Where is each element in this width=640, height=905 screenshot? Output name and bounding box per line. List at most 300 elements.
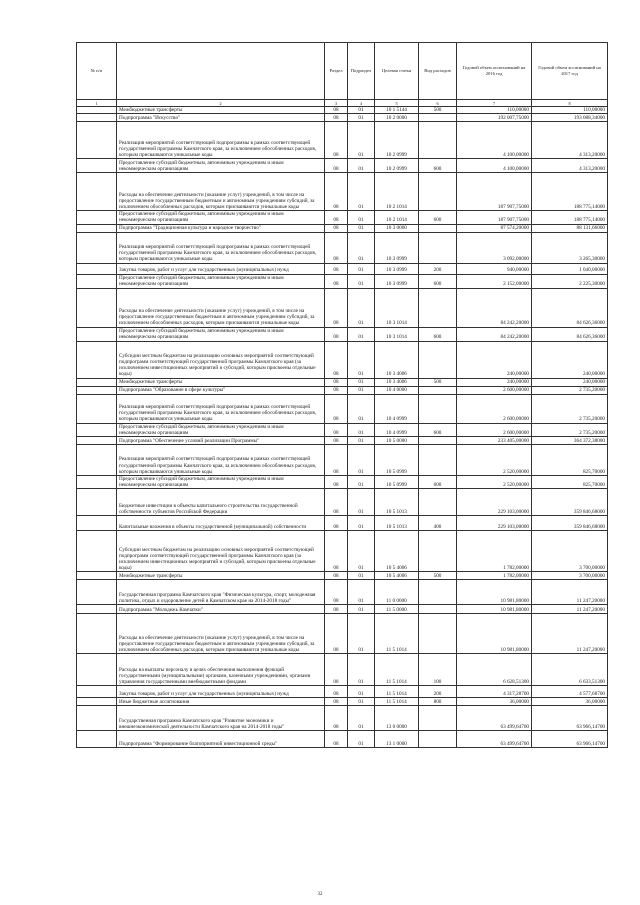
cell-podrazdel: 01 [348, 114, 375, 122]
cell-statya: 10 3 0999 [375, 263, 419, 274]
cell-statya: 11 5 0000 [375, 605, 419, 614]
cell-2017: 3 700,00000 [532, 531, 608, 572]
cell-podrazdel: 01 [348, 605, 375, 614]
index-cell: 6 [419, 100, 457, 107]
cell-razdel: 08 [325, 437, 348, 445]
cell-razdel: 08 [325, 173, 348, 211]
index-cell: 2 [117, 100, 325, 107]
cell-podrazdel: 01 [348, 378, 375, 386]
cell-2016: 3 092,00000 [457, 232, 532, 263]
cell-num [77, 288, 117, 327]
cell-vid: 600 [419, 159, 457, 173]
cell-num [77, 654, 117, 686]
cell-vid [419, 445, 457, 476]
table-row [77, 173, 608, 211]
cell-2017: 240,00000 [532, 341, 608, 378]
cell-vid: 600 [419, 327, 457, 341]
cell-name: Подпрограмма "Образование в сфере культуры" [117, 386, 325, 394]
table-row [77, 114, 608, 122]
cell-name: Иные бюджетные ассигнования [117, 698, 325, 706]
header-name [117, 43, 325, 100]
cell-vid [419, 122, 457, 159]
index-cell: 8 [532, 100, 608, 107]
cell-vid [419, 173, 457, 211]
header-statya: Целевая статья [375, 43, 419, 100]
table-row [77, 605, 608, 614]
cell-num [77, 386, 117, 394]
cell-vid: 400 [419, 516, 457, 531]
cell-2016: 6 628,51300 [457, 654, 532, 686]
cell-name: Предоставление субсидий бюджетным, автономным учреждениям и иным некоммерческим организациям [117, 327, 325, 341]
cell-vid [419, 614, 457, 654]
cell-2017: 188 775,14000 [532, 211, 608, 224]
cell-num [77, 531, 117, 572]
cell-statya: 10 4 0000 [375, 386, 419, 394]
cell-statya: 10 3 4006 [375, 378, 419, 386]
cell-2016: 4 317,28700 [457, 686, 532, 698]
cell-2017: 11 247,20000 [532, 605, 608, 614]
cell-statya: 13 0 0000 [375, 706, 419, 731]
table-row [77, 288, 608, 327]
cell-razdel: 08 [325, 516, 348, 531]
cell-num [77, 706, 117, 731]
cell-num [77, 122, 117, 159]
cell-name: Реализация мероприятий соответствующей подпрограммы в рамках соответствующей государственной программы Камчатского края, за исключением обособленных расходов, которым присваиваются уникальные коды [117, 445, 325, 476]
cell-num [77, 274, 117, 288]
cell-statya: 10 5 0999 [375, 445, 419, 476]
table-row [77, 686, 608, 698]
cell-vid: 600 [419, 476, 457, 489]
cell-vid: 600 [419, 211, 457, 224]
cell-name: Государственная программа Камчатского края "Физическая культура, спорт, молодежная политика, отдых и оздоровление детей в Камчатском крае на 2014-2018 годы" [117, 580, 325, 605]
cell-vid [419, 394, 457, 423]
table-row [77, 263, 608, 274]
cell-name: Расходы на обеспечение деятельности (оказание услуг) учреждений, в том числе на предоставление государственным бюджетным и автономным учреждениям субсидий, за исключением обособленных расходов, которым присваиваются уникальные коды [117, 614, 325, 654]
cell-2017: 825,70000 [532, 476, 608, 489]
cell-name: Подпрограмма "Формирование благоприятной инвестиционной среды" [117, 731, 325, 748]
table-row [77, 489, 608, 516]
header-num: № п/п [77, 43, 117, 100]
table-row [77, 614, 608, 654]
table-row [77, 706, 608, 731]
cell-statya: 10 5 4006 [375, 572, 419, 580]
cell-2017: 84 626,36000 [532, 327, 608, 341]
table-row [77, 232, 608, 263]
cell-statya: 11 5 1014 [375, 614, 419, 654]
cell-podrazdel: 01 [348, 107, 375, 114]
cell-2017: 11 247,20000 [532, 580, 608, 605]
cell-razdel: 08 [325, 489, 348, 516]
cell-vid [419, 706, 457, 731]
cell-num [77, 476, 117, 489]
budget-table [76, 42, 608, 748]
cell-vid: 800 [419, 698, 457, 706]
cell-vid [419, 489, 457, 516]
cell-statya: 11 0 0000 [375, 580, 419, 605]
cell-podrazdel: 01 [348, 159, 375, 173]
cell-statya: 10 4 0999 [375, 394, 419, 423]
cell-2017: 2 735,20000 [532, 423, 608, 436]
cell-name: Капитальные вложения в объекты государственной (муниципальной) собственности [117, 516, 325, 531]
cell-podrazdel: 01 [348, 341, 375, 378]
table-row [77, 572, 608, 580]
cell-2016: 2 520,00000 [457, 476, 532, 489]
cell-name: Закупка товаров, работ и услуг для государственных (муниципальных) нужд [117, 263, 325, 274]
cell-statya: 10 2 0999 [375, 122, 419, 159]
cell-2017: 3 265,30000 [532, 232, 608, 263]
cell-vid: 200 [419, 686, 457, 698]
cell-num [77, 605, 117, 614]
cell-num [77, 232, 117, 263]
cell-vid [419, 114, 457, 122]
cell-vid [419, 437, 457, 445]
cell-2017: 2 225,30000 [532, 274, 608, 288]
cell-statya: 11 5 1014 [375, 686, 419, 698]
cell-podrazdel: 01 [348, 654, 375, 686]
cell-2017: 4 313,20000 [532, 122, 608, 159]
cell-razdel: 08 [325, 263, 348, 274]
cell-num [77, 614, 117, 654]
cell-2017: 63 966,14700 [532, 731, 608, 748]
cell-statya: 10 5 4006 [375, 531, 419, 572]
cell-podrazdel: 01 [348, 614, 375, 654]
table-row [77, 122, 608, 159]
cell-num [77, 698, 117, 706]
cell-num [77, 731, 117, 748]
cell-podrazdel: 01 [348, 274, 375, 288]
cell-2016: 940,00000 [457, 263, 532, 274]
index-row [77, 100, 608, 107]
cell-name: Предоставление субсидий бюджетным, автономным учреждениям и иным некоммерческим организациям [117, 211, 325, 224]
cell-num [77, 263, 117, 274]
cell-name: Субсидии местным бюджетам на реализацию основных мероприятий соответствующей подпрограмм соответствующей государственной программы Камчатского края (за исключением инвестиционных мероприятий и субсидий, которым присвоены отдельные коды) [117, 531, 325, 572]
table-row [77, 580, 608, 605]
cell-statya: 10 5 1013 [375, 516, 419, 531]
cell-num [77, 107, 117, 114]
table-row [77, 341, 608, 378]
cell-podrazdel: 01 [348, 489, 375, 516]
cell-2016: 187 907,75000 [457, 173, 532, 211]
cell-name: Расходы на обеспечение деятельности (оказание услуг) учреждений, в том числе на предоставление государственным бюджетным и автономным учреждениям субсидий, за исключением обособленных расходов, которым присваиваются уникальные коды [117, 288, 325, 327]
cell-2017: 6 633,51300 [532, 654, 608, 686]
table-row [77, 445, 608, 476]
cell-razdel: 08 [325, 386, 348, 394]
cell-2017: 359 846,68000 [532, 489, 608, 516]
cell-podrazdel: 01 [348, 122, 375, 159]
cell-2017: 4 313,20000 [532, 159, 608, 173]
cell-podrazdel: 01 [348, 173, 375, 211]
cell-2016: 2 600,00000 [457, 394, 532, 423]
cell-num [77, 516, 117, 531]
index-cell: 1 [77, 100, 117, 107]
cell-num [77, 437, 117, 445]
cell-2017: 359 846,68000 [532, 516, 608, 531]
cell-2017: 36,00000 [532, 698, 608, 706]
cell-2016: 233 405,00000 [457, 437, 532, 445]
cell-podrazdel: 01 [348, 580, 375, 605]
cell-statya: 13 1 0000 [375, 731, 419, 748]
cell-statya: 10 2 0999 [375, 159, 419, 173]
cell-2016: 2 600,00000 [457, 423, 532, 436]
cell-vid: 500 [419, 107, 457, 114]
cell-2016: 240,00000 [457, 341, 532, 378]
table-row [77, 386, 608, 394]
cell-statya: 10 2 0000 [375, 114, 419, 122]
cell-statya: 10 1 5144 [375, 107, 419, 114]
cell-2017: 1 040,00000 [532, 263, 608, 274]
cell-2017: 825,70000 [532, 445, 608, 476]
cell-2016: 36,00000 [457, 698, 532, 706]
cell-num [77, 327, 117, 341]
cell-name: Субсидии местным бюджетам на реализацию основных мероприятий соответствующей подпрограмм соответствующей государственной программы Камчатского края (за исключением инвестиционных мероприятий и субсидий, которым присвоены отдельные коды) [117, 341, 325, 378]
cell-razdel: 08 [325, 288, 348, 327]
cell-2016: 229 103,00000 [457, 489, 532, 516]
cell-razdel: 08 [325, 614, 348, 654]
cell-podrazdel: 01 [348, 423, 375, 436]
cell-podrazdel: 01 [348, 686, 375, 698]
cell-2016: 10 981,80000 [457, 614, 532, 654]
cell-name: Подпрограмма "Искусство" [117, 114, 325, 122]
header-podrazdel: Подраздел [348, 43, 375, 100]
cell-podrazdel: 01 [348, 211, 375, 224]
cell-name: Реализация мероприятий соответствующей подпрограммы в рамках соответствующей государственной программы Камчатского края, за исключением обособленных расходов, которым присваиваются уникальные коды [117, 232, 325, 263]
cell-name: Подпрограмма "Обеспечение условий реализации Программы" [117, 437, 325, 445]
cell-name: Предоставление субсидий бюджетным, автономным учреждениям и иным некоммерческим организациям [117, 476, 325, 489]
cell-2017: 4 577,68700 [532, 686, 608, 698]
cell-num [77, 394, 117, 423]
table-row [77, 423, 608, 436]
cell-podrazdel: 01 [348, 437, 375, 445]
table-row [77, 211, 608, 224]
cell-name: Закупка товаров, работ и услуг для государственных (муниципальных) нужд [117, 686, 325, 698]
table-row [77, 159, 608, 173]
cell-num [77, 423, 117, 436]
cell-razdel: 08 [325, 423, 348, 436]
cell-statya: 10 3 1014 [375, 327, 419, 341]
cell-name: Государственная программа Камчатского края "Развитие экономики и внешнеэкономической деятельности Камчатского края на 2014-2018 годы" [117, 706, 325, 731]
cell-vid [419, 531, 457, 572]
budget-table-sheet [76, 42, 607, 748]
cell-podrazdel: 01 [348, 445, 375, 476]
index-cell: 5 [375, 100, 419, 107]
cell-2016: 10 981,80000 [457, 580, 532, 605]
cell-razdel: 08 [325, 107, 348, 114]
table-body [77, 100, 608, 748]
table-row [77, 327, 608, 341]
cell-vid [419, 232, 457, 263]
table-row [77, 107, 608, 114]
cell-vid [419, 580, 457, 605]
table-row [77, 224, 608, 232]
cell-statya: 11 5 1014 [375, 654, 419, 686]
table-row [77, 274, 608, 288]
cell-statya: 10 4 0999 [375, 423, 419, 436]
cell-podrazdel: 01 [348, 516, 375, 531]
cell-razdel: 08 [325, 211, 348, 224]
cell-vid [419, 605, 457, 614]
cell-num [77, 378, 117, 386]
cell-statya: 10 2 1014 [375, 211, 419, 224]
cell-razdel: 08 [325, 686, 348, 698]
cell-podrazdel: 01 [348, 263, 375, 274]
cell-2017: 110,00000 [532, 107, 608, 114]
cell-num [77, 489, 117, 516]
cell-2016: 87 574,20000 [457, 224, 532, 232]
cell-num [77, 224, 117, 232]
cell-2016: 4 100,00000 [457, 122, 532, 159]
cell-vid: 500 [419, 572, 457, 580]
cell-num [77, 686, 117, 698]
cell-name: Расходы на обеспечение деятельности (оказание услуг) учреждений, в том числе на предоставление государственным бюджетным и автономным учреждениям субсидий, за исключением обособленных расходов, которым присваиваются уникальные коды [117, 173, 325, 211]
cell-vid: 200 [419, 263, 457, 274]
cell-2016: 187 907,75000 [457, 211, 532, 224]
cell-2017: 63 966,14700 [532, 706, 608, 731]
cell-statya: 10 3 0999 [375, 274, 419, 288]
cell-2016: 63 499,64700 [457, 706, 532, 731]
cell-razdel: 08 [325, 232, 348, 263]
index-cell: 4 [348, 100, 375, 107]
cell-razdel: 08 [325, 445, 348, 476]
cell-vid: 600 [419, 423, 457, 436]
cell-2016: 10 981,80000 [457, 605, 532, 614]
cell-num [77, 114, 117, 122]
cell-vid: 100 [419, 654, 457, 686]
table-row [77, 531, 608, 572]
table-row [77, 378, 608, 386]
table-row [77, 476, 608, 489]
cell-razdel: 08 [325, 580, 348, 605]
table-row [77, 698, 608, 706]
table-row [77, 654, 608, 686]
cell-podrazdel: 01 [348, 572, 375, 580]
cell-statya: 10 3 0000 [375, 224, 419, 232]
cell-razdel: 08 [325, 159, 348, 173]
cell-razdel: 08 [325, 731, 348, 748]
cell-vid [419, 224, 457, 232]
header-razdel: Раздел [325, 43, 348, 100]
cell-vid: 600 [419, 274, 457, 288]
index-cell: 7 [457, 100, 532, 107]
header-2016: Годовой объем ассигнований на 2016 год [457, 43, 532, 100]
cell-podrazdel: 01 [348, 232, 375, 263]
header-row [77, 43, 608, 100]
cell-podrazdel: 01 [348, 327, 375, 341]
cell-name: Реализация мероприятий соответствующей подпрограммы в рамках соответствующей государственной программы Камчатского края, за исключением обособленных расходов, которым присваиваются уникальные коды [117, 394, 325, 423]
cell-2016: 192 007,75000 [457, 114, 532, 122]
cell-2016: 240,00000 [457, 378, 532, 386]
cell-2017: 88 131,66000 [532, 224, 608, 232]
cell-2017: 84 626,36000 [532, 288, 608, 327]
table-row [77, 731, 608, 748]
cell-podrazdel: 01 [348, 386, 375, 394]
cell-razdel: 08 [325, 654, 348, 686]
cell-vid [419, 288, 457, 327]
cell-razdel: 08 [325, 378, 348, 386]
cell-2017: 2 735,20000 [532, 394, 608, 423]
cell-name: Предоставление субсидий бюджетным, автономным учреждениям и иным некоммерческим организациям [117, 274, 325, 288]
cell-podrazdel: 01 [348, 706, 375, 731]
cell-2016: 84 242,20000 [457, 327, 532, 341]
cell-2017: 11 247,20000 [532, 614, 608, 654]
cell-2017: 3 700,00000 [532, 572, 608, 580]
cell-num [77, 173, 117, 211]
cell-2016: 1 782,00000 [457, 572, 532, 580]
cell-razdel: 08 [325, 341, 348, 378]
cell-razdel: 08 [325, 531, 348, 572]
header-2017: Годовой объем ассигнований на 2017 год [532, 43, 608, 100]
cell-name: Предоставление субсидий бюджетным, автономным учреждениям и иным некоммерческим организациям [117, 423, 325, 436]
header-vid: Вид расходов [419, 43, 457, 100]
cell-name: Расходы на выплаты персоналу в целях обеспечения выполнения функций государственными (муниципальными) органами, казенными учреждениями, органами управления государственными внебюджетными фондами [117, 654, 325, 686]
cell-2017: 2 735,20000 [532, 386, 608, 394]
cell-statya: 10 5 0000 [375, 437, 419, 445]
cell-num [77, 445, 117, 476]
cell-name: Межбюджетные трансферты [117, 107, 325, 114]
page-number: 32 [317, 892, 323, 897]
cell-podrazdel: 01 [348, 731, 375, 748]
cell-2016: 2 152,00000 [457, 274, 532, 288]
cell-podrazdel: 01 [348, 288, 375, 327]
cell-razdel: 08 [325, 706, 348, 731]
cell-razdel: 08 [325, 224, 348, 232]
cell-razdel: 08 [325, 114, 348, 122]
cell-razdel: 08 [325, 698, 348, 706]
cell-vid: 500 [419, 378, 457, 386]
cell-num [77, 159, 117, 173]
index-cell: 3 [325, 100, 348, 107]
cell-2016: 2 520,00000 [457, 445, 532, 476]
cell-2016: 2 600,00000 [457, 386, 532, 394]
cell-razdel: 08 [325, 274, 348, 288]
cell-razdel: 08 [325, 605, 348, 614]
cell-podrazdel: 01 [348, 531, 375, 572]
cell-razdel: 08 [325, 572, 348, 580]
cell-num [77, 572, 117, 580]
cell-2016: 84 242,20000 [457, 288, 532, 327]
cell-name: Межбюджетные трансферты [117, 572, 325, 580]
cell-vid [419, 386, 457, 394]
cell-statya: 10 5 0999 [375, 476, 419, 489]
cell-statya: 10 2 1014 [375, 173, 419, 211]
cell-2016: 63 499,64700 [457, 731, 532, 748]
cell-statya: 10 3 0999 [375, 232, 419, 263]
cell-statya: 10 5 1013 [375, 489, 419, 516]
cell-statya: 11 5 1014 [375, 698, 419, 706]
cell-razdel: 08 [325, 394, 348, 423]
cell-num [77, 211, 117, 224]
cell-statya: 10 3 4006 [375, 341, 419, 378]
cell-razdel: 08 [325, 122, 348, 159]
cell-2016: 110,00000 [457, 107, 532, 114]
cell-name: Межбюджетные трансферты [117, 378, 325, 386]
cell-razdel: 08 [325, 476, 348, 489]
cell-num [77, 341, 117, 378]
cell-podrazdel: 01 [348, 476, 375, 489]
cell-name: Реализация мероприятий соответствующей подпрограммы в рамках соответствующей государственной программы Камчатского края, за исключением обособленных расходов, которым присваиваются уникальные коды [117, 122, 325, 159]
cell-2016: 4 100,00000 [457, 159, 532, 173]
cell-2017: 188 775,14000 [532, 173, 608, 211]
cell-2017: 240,00000 [532, 378, 608, 386]
table-row [77, 516, 608, 531]
cell-num [77, 580, 117, 605]
table-row [77, 437, 608, 445]
cell-name: Подпрограмма "Традиционная культура и народное творчество" [117, 224, 325, 232]
cell-name: Предоставление субсидий бюджетным, автономным учреждениям и иным некоммерческим организациям [117, 159, 325, 173]
cell-2017: 364 372,38000 [532, 437, 608, 445]
cell-podrazdel: 01 [348, 224, 375, 232]
cell-2017: 193 088,34000 [532, 114, 608, 122]
cell-razdel: 08 [325, 327, 348, 341]
